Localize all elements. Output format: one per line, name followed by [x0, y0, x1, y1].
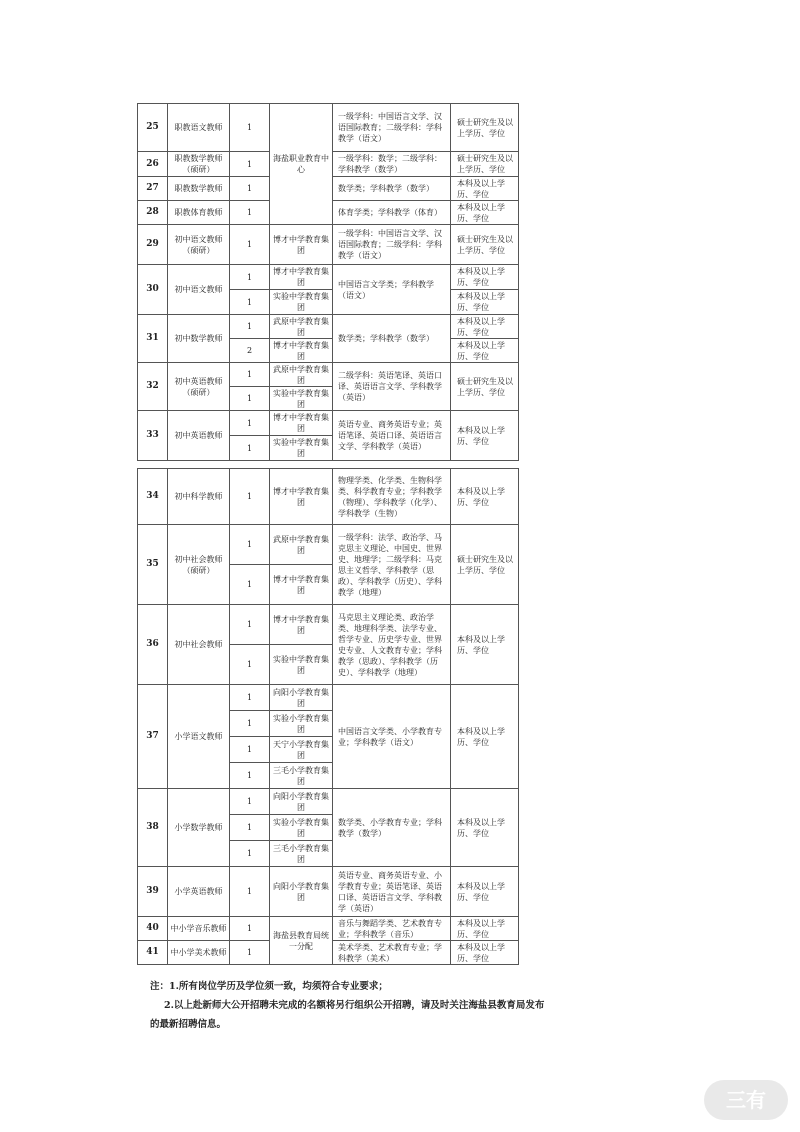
education-requirement: 本科及以上学历、学位 — [451, 411, 519, 461]
hiring-unit: 博才中学教育集团 — [270, 225, 333, 265]
education-requirement: 本科及以上学历、学位 — [451, 685, 519, 789]
major-requirement: 数学类；学科教学（数学） — [333, 177, 451, 201]
education-requirement: 本科及以上学历、学位 — [451, 917, 519, 941]
hire-count: 1 — [230, 763, 270, 789]
education-requirement: 本科及以上学历、学位 — [451, 605, 519, 685]
hire-count: 1 — [230, 645, 270, 685]
hire-count: 1 — [230, 225, 270, 265]
hiring-unit: 海盐县教育局统一分配 — [270, 917, 333, 965]
major-requirement: 英语专业、商务英语专业、小学教育专业；英语笔译、英语口译、英语语言文学、学科教学（英语） — [333, 867, 451, 917]
hiring-unit: 向阳小学教育集团 — [270, 867, 333, 917]
recruitment-table-part2 — [137, 468, 519, 965]
post-title: 中小学美术教师 — [168, 941, 230, 965]
hire-count: 1 — [230, 917, 270, 941]
major-requirement: 中国语言文学类、小学教育专业；学科教学（语文） — [333, 685, 451, 789]
hire-count: 1 — [230, 104, 270, 152]
hire-count: 1 — [230, 152, 270, 177]
education-requirement: 本科及以上学历、学位 — [451, 339, 519, 363]
post-title: 初中社会教师 — [168, 605, 230, 685]
hire-count: 1 — [230, 711, 270, 737]
hiring-unit: 三毛小学教育集团 — [270, 763, 333, 789]
hire-count: 1 — [230, 525, 270, 565]
post-title: 初中语文教师（硕研） — [168, 225, 230, 265]
hiring-unit: 博才中学教育集团 — [270, 469, 333, 525]
hire-count: 1 — [230, 605, 270, 645]
post-title: 小学数学教师 — [168, 789, 230, 867]
major-requirement: 物理学类、化学类、生物科学类、科学教育专业；学科教学（物理）、学科教学（化学）、学科教学（生物） — [333, 469, 451, 525]
major-requirement: 马克思主义理论类、政治学类、地理科学类、法学专业、哲学专业、历史学专业、世界史专业、人文教育专业；学科教学（思政）、学科教学（历史）、学科教学（地理） — [333, 605, 451, 685]
hiring-unit: 博才中学教育集团 — [270, 565, 333, 605]
hiring-unit: 实验中学教育集团 — [270, 387, 333, 411]
post-title: 职教数学教师 — [168, 177, 230, 201]
education-requirement: 硕士研究生及以上学历、学位 — [451, 525, 519, 605]
hiring-unit: 博才中学教育集团 — [270, 339, 333, 363]
post-title: 初中科学教师 — [168, 469, 230, 525]
hiring-unit: 武原中学教育集团 — [270, 363, 333, 387]
post-number: 37 — [138, 685, 168, 789]
major-requirement: 数学类；学科教学（数学） — [333, 315, 451, 363]
post-number: 31 — [138, 315, 168, 363]
hire-count: 1 — [230, 411, 270, 436]
post-number: 33 — [138, 411, 168, 461]
education-requirement: 硕士研究生及以上学历、学位 — [451, 152, 519, 177]
post-number: 34 — [138, 469, 168, 525]
hire-count: 2 — [230, 339, 270, 363]
post-title: 职教数学教师（硕研） — [168, 152, 230, 177]
post-number: 28 — [138, 201, 168, 225]
post-number: 38 — [138, 789, 168, 867]
education-requirement: 硕士研究生及以上学历、学位 — [451, 104, 519, 152]
hire-count: 1 — [230, 436, 270, 461]
hire-count: 1 — [230, 737, 270, 763]
major-requirement: 二级学科：英语笔译、英语口译、英语语言文学、学科教学（英语） — [333, 363, 451, 411]
hiring-unit: 博才中学教育集团 — [270, 605, 333, 645]
hire-count: 1 — [230, 387, 270, 411]
hire-count: 1 — [230, 265, 270, 290]
education-requirement: 本科及以上学历、学位 — [451, 867, 519, 917]
hire-count: 1 — [230, 841, 270, 867]
note-2: 2.以上赴新师大公开招聘未完成的名额将另行组织公开招聘，请及时关注海盐县教育局发布的最新招聘信息。 — [150, 1000, 545, 1030]
post-title: 初中英语教师（硕研） — [168, 363, 230, 411]
hire-count: 1 — [230, 201, 270, 225]
hire-count: 1 — [230, 290, 270, 315]
hiring-unit: 武原中学教育集团 — [270, 525, 333, 565]
major-requirement: 音乐与舞蹈学类、艺术教育专业；学科教学（音乐） — [333, 917, 451, 941]
post-title: 职教体育教师 — [168, 201, 230, 225]
post-title: 中小学音乐教师 — [168, 917, 230, 941]
post-title: 小学语文教师 — [168, 685, 230, 789]
hiring-unit: 实验小学教育集团 — [270, 815, 333, 841]
hiring-unit: 实验中学教育集团 — [270, 436, 333, 461]
major-requirement: 美术学类、艺术教育专业；学科教学（美术） — [333, 941, 451, 965]
education-requirement: 本科及以上学历、学位 — [451, 469, 519, 525]
hire-count: 1 — [230, 565, 270, 605]
post-number: 29 — [138, 225, 168, 265]
education-requirement: 本科及以上学历、学位 — [451, 941, 519, 965]
post-number: 25 — [138, 104, 168, 152]
post-number: 40 — [138, 917, 168, 941]
post-number: 27 — [138, 177, 168, 201]
education-requirement: 本科及以上学历、学位 — [451, 201, 519, 225]
hiring-unit: 向阳小学教育集团 — [270, 789, 333, 815]
major-requirement: 数学类、小学教育专业；学科教学（数学） — [333, 789, 451, 867]
post-number: 35 — [138, 525, 168, 605]
post-number: 41 — [138, 941, 168, 965]
education-requirement: 硕士研究生及以上学历、学位 — [451, 363, 519, 411]
post-number: 30 — [138, 265, 168, 315]
post-number: 36 — [138, 605, 168, 685]
hire-count: 1 — [230, 789, 270, 815]
hiring-unit: 博才中学教育集团 — [270, 265, 333, 290]
post-number: 32 — [138, 363, 168, 411]
post-number: 39 — [138, 867, 168, 917]
major-requirement: 一级学科：中国语言文学、汉语国际教育；二级学科：学科教学（语文） — [333, 104, 451, 152]
footnotes — [150, 977, 550, 1034]
major-requirement: 一级学科：数学；二级学科：学科教学（数学） — [333, 152, 451, 177]
post-title: 初中社会教师（硕研） — [168, 525, 230, 605]
post-title: 初中英语教师 — [168, 411, 230, 461]
hiring-unit: 武原中学教育集团 — [270, 315, 333, 339]
hire-count: 1 — [230, 315, 270, 339]
education-requirement: 本科及以上学历、学位 — [451, 177, 519, 201]
recruitment-table-part1 — [137, 103, 519, 461]
hiring-unit: 海盐职业教育中心 — [270, 104, 333, 225]
education-requirement: 本科及以上学历、学位 — [451, 290, 519, 315]
hire-count: 1 — [230, 363, 270, 387]
hiring-unit: 天宁小学教育集团 — [270, 737, 333, 763]
post-title: 初中数学教师 — [168, 315, 230, 363]
hiring-unit: 向阳小学教育集团 — [270, 685, 333, 711]
post-title: 初中语文教师 — [168, 265, 230, 315]
post-title: 职教语文教师 — [168, 104, 230, 152]
education-requirement: 本科及以上学历、学位 — [451, 315, 519, 339]
post-title: 小学英语教师 — [168, 867, 230, 917]
hiring-unit: 三毛小学教育集团 — [270, 841, 333, 867]
major-requirement: 英语专业、商务英语专业；英语笔译、英语口译、英语语言文学、学科教学（英语） — [333, 411, 451, 461]
major-requirement: 一级学科：法学、政治学、马克思主义理论、中国史、世界史、地理学；二级学科：马克思主义哲学、学科教学（思政）、学科教学（历史）、学科教学（地理） — [333, 525, 451, 605]
education-requirement: 硕士研究生及以上学历、学位 — [451, 225, 519, 265]
education-requirement: 本科及以上学历、学位 — [451, 789, 519, 867]
hiring-unit: 实验小学教育集团 — [270, 711, 333, 737]
education-requirement: 本科及以上学历、学位 — [451, 265, 519, 290]
note-1: 注：1.所有岗位学历及学位须一致，均须符合专业要求； — [150, 981, 388, 992]
major-requirement: 一级学科：中国语言文学、汉语国际教育；二级学科：学科教学（语文） — [333, 225, 451, 265]
hiring-unit: 实验中学教育集团 — [270, 290, 333, 315]
hire-count: 1 — [230, 469, 270, 525]
watermark-logo: 三有 — [704, 1080, 788, 1120]
hire-count: 1 — [230, 177, 270, 201]
hiring-unit: 实验中学教育集团 — [270, 645, 333, 685]
post-number: 26 — [138, 152, 168, 177]
major-requirement: 中国语言文学类；学科教学（语文） — [333, 265, 451, 315]
major-requirement: 体育学类；学科教学（体育） — [333, 201, 451, 225]
hire-count: 1 — [230, 815, 270, 841]
hire-count: 1 — [230, 941, 270, 965]
hire-count: 1 — [230, 685, 270, 711]
hire-count: 1 — [230, 867, 270, 917]
hiring-unit: 博才中学教育集团 — [270, 411, 333, 436]
